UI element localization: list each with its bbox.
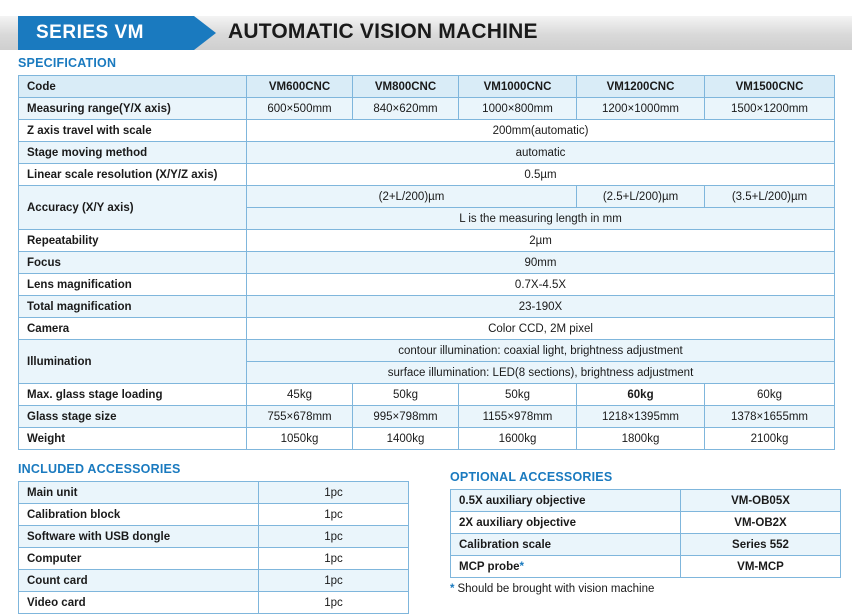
option-value: VM-OB2X [681,512,841,534]
cell-value: 60kg [577,384,705,406]
cell-value: automatic [247,142,835,164]
cell-value: (2+L/200)µm [247,186,577,208]
row-label: Z axis travel with scale [19,120,247,142]
table-row [19,592,409,614]
cell-value: 23-190X [247,296,835,318]
cell-value: 0.5µm [247,164,835,186]
row-label: Lens magnification [19,274,247,296]
table-row [19,186,835,208]
table-row [19,274,835,296]
column-header-vm1000cnc: VM1000CNC [459,76,577,98]
table-row [19,318,835,340]
asterisk-icon: * [450,583,455,595]
table-row [19,384,835,406]
cell-value: 600×500mm [247,98,353,120]
cell-value: 2µm [247,230,835,252]
option-name [451,556,681,578]
table-row [19,340,835,362]
optional-accessories-title: OPTIONAL ACCESSORIES [450,470,613,484]
footnote-text: Should be brought with vision machine [457,583,655,595]
row-label: Repeatability [19,230,247,252]
cell-value: 1200×1000mm [577,98,705,120]
table-row [451,512,841,534]
table-row [19,428,835,450]
cell-value: 90mm [247,252,835,274]
optional-accessories-footnote [450,583,852,595]
specification-section-title: SPECIFICATION [18,56,117,70]
table-row [19,252,835,274]
cell-value: 1378×1655mm [705,406,835,428]
table-row [451,490,841,512]
cell-value: (2.5+L/200)µm [577,186,705,208]
option-value: VM-MCP [681,556,841,578]
cell-value: 1050kg [247,428,353,450]
option-name: Calibration scale [451,534,681,556]
row-label: Total magnification [19,296,247,318]
table-row [19,142,835,164]
accessories-area [0,462,852,609]
row-label: Camera [19,318,247,340]
cell-value: 1155×978mm [459,406,577,428]
specification-table [18,75,835,450]
cell-value: 1600kg [459,428,577,450]
option-name: 0.5X auxiliary objective [451,490,681,512]
cell-value: 840×620mm [353,98,459,120]
row-label: Measuring range(Y/X axis) [19,98,247,120]
included-accessories-table [18,481,409,614]
row-label: Weight [19,428,247,450]
row-label: Linear scale resolution (X/Y/Z axis) [19,164,247,186]
option-name: 2X auxiliary objective [451,512,681,534]
cell-value: 1218×1395mm [577,406,705,428]
table-row [19,526,409,548]
row-label: Stage moving method [19,142,247,164]
table-row [19,230,835,252]
accessory-name: Software with USB dongle [19,526,259,548]
cell-value: 2100kg [705,428,835,450]
table-row [19,164,835,186]
accessory-qty: 1pc [259,548,409,570]
column-header-code: Code [19,76,247,98]
row-label: Glass stage size [19,406,247,428]
cell-value: 1400kg [353,428,459,450]
column-header-vm1200cnc: VM1200CNC [577,76,705,98]
option-name-text: MCP probe [459,560,520,573]
table-row [19,406,835,428]
row-label: Accuracy (X/Y axis) [19,186,247,230]
column-header-vm600cnc: VM600CNC [247,76,353,98]
table-row [19,482,409,504]
optional-accessories-block [440,470,852,595]
accessory-qty: 1pc [259,570,409,592]
column-header-vm800cnc: VM800CNC [353,76,459,98]
table-row [451,534,841,556]
asterisk-icon: * [519,560,524,573]
cell-value: Color CCD, 2M pixel [247,318,835,340]
accessory-qty: 1pc [259,592,409,614]
accessory-name: Main unit [19,482,259,504]
cell-value: (3.5+L/200)µm [705,186,835,208]
table-row-header [19,76,835,98]
table-row [19,570,409,592]
table-row [19,504,409,526]
table-row [451,556,841,578]
accessory-name: Computer [19,548,259,570]
table-row [19,98,835,120]
accessory-name: Video card [19,592,259,614]
table-row [19,120,835,142]
accessory-qty: 1pc [259,482,409,504]
cell-value: contour illumination: coaxial light, brightness adjustment [247,340,835,362]
cell-value: 60kg [705,384,835,406]
page-header [0,8,852,56]
cell-note: L is the measuring length in mm [247,208,835,230]
option-value: Series 552 [681,534,841,556]
table-row [19,296,835,318]
cell-value: 200mm(automatic) [247,120,835,142]
cell-value: 50kg [459,384,577,406]
cell-value: 1800kg [577,428,705,450]
accessory-qty: 1pc [259,526,409,548]
optional-accessories-table [450,489,841,578]
accessory-name: Count card [19,570,259,592]
cell-value: 1000×800mm [459,98,577,120]
series-label: SERIES VM [36,22,144,43]
table-row [19,548,409,570]
cell-value: 50kg [353,384,459,406]
cell-value: 1500×1200mm [705,98,835,120]
row-label: Focus [19,252,247,274]
column-header-vm1500cnc: VM1500CNC [705,76,835,98]
included-accessories-title: INCLUDED ACCESSORIES [18,462,181,476]
accessory-name: Calibration block [19,504,259,526]
cell-value: 995×798mm [353,406,459,428]
cell-value: 45kg [247,384,353,406]
option-value: VM-OB05X [681,490,841,512]
cell-value: 755×678mm [247,406,353,428]
row-label: Illumination [19,340,247,384]
cell-value: 0.7X-4.5X [247,274,835,296]
page-title: AUTOMATIC VISION MACHINE [228,20,538,43]
cell-value: surface illumination: LED(8 sections), brightness adjustment [247,362,835,384]
row-label: Max. glass stage loading [19,384,247,406]
accessory-qty: 1pc [259,504,409,526]
included-accessories-block [0,462,430,614]
